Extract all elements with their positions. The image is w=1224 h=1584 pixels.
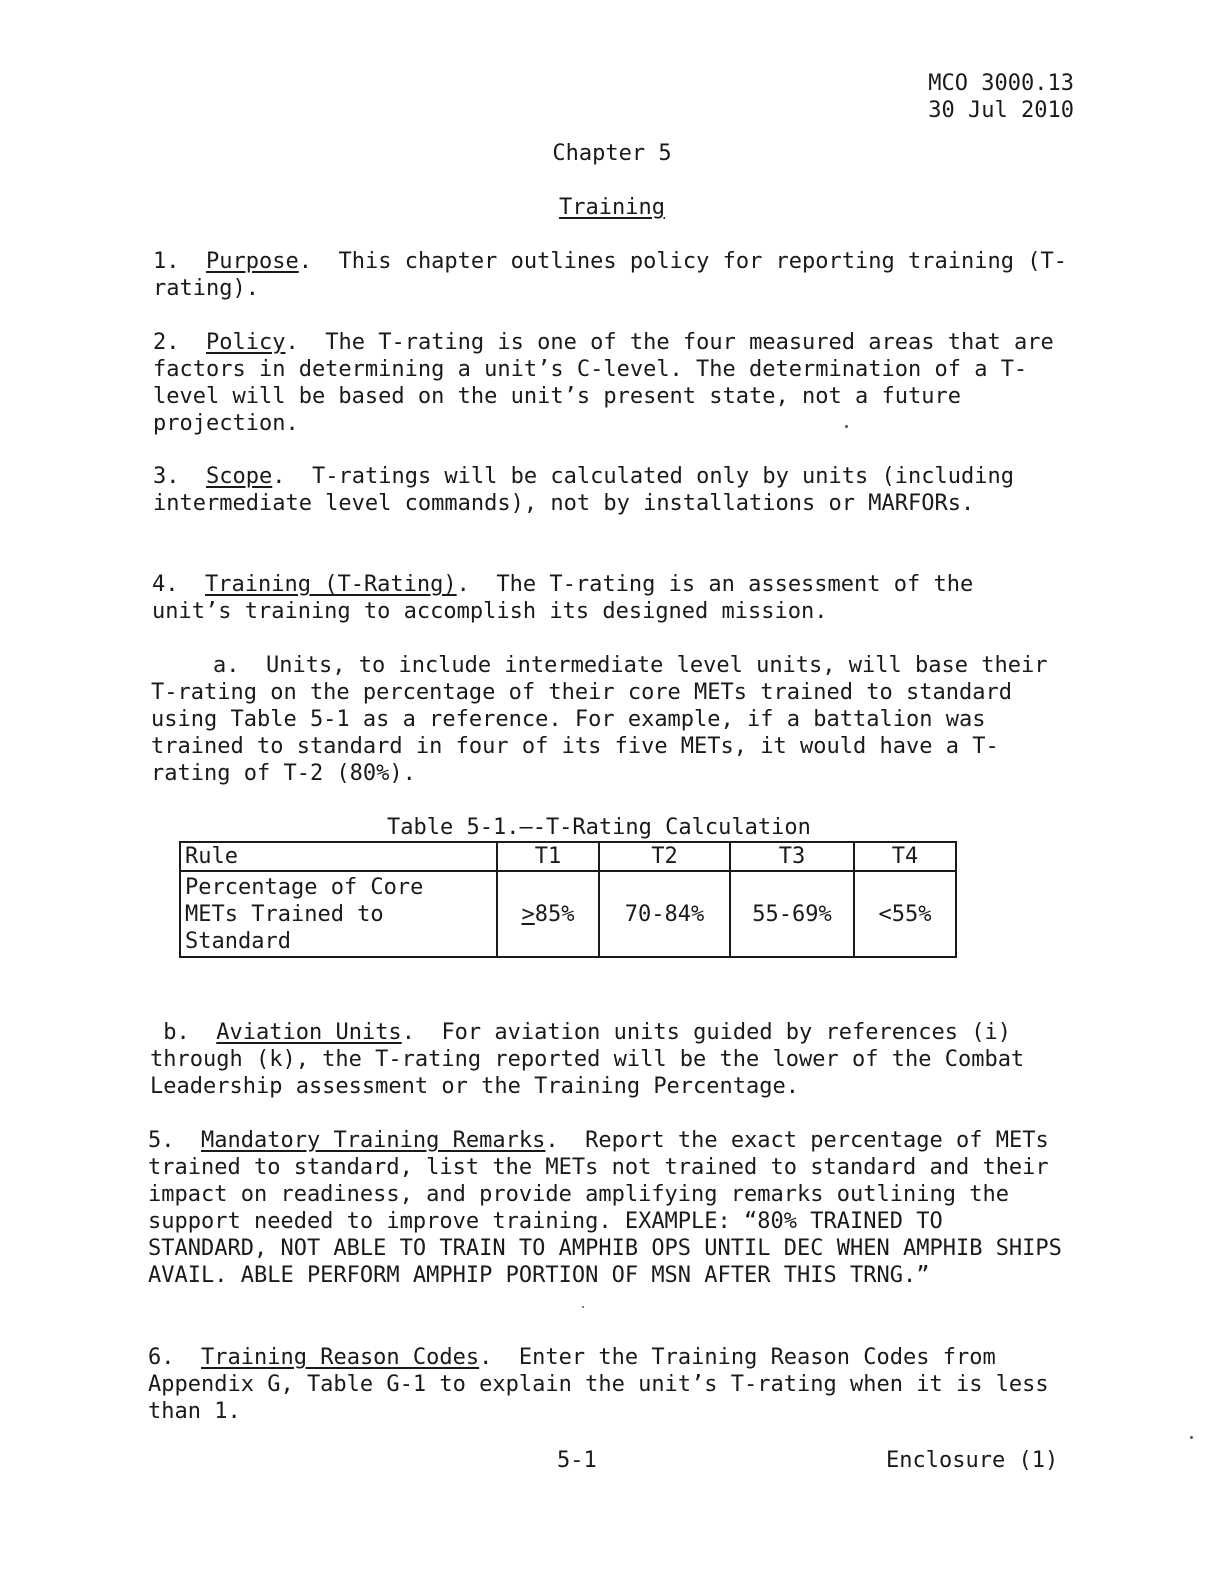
paragraph-heading: Aviation Units: [216, 1020, 402, 1045]
page-number: 5-1: [557, 1448, 597, 1473]
header-t2: T2: [599, 842, 730, 871]
document-header: [928, 70, 1074, 124]
header-t3: T3: [730, 842, 854, 871]
cell-t2: 70-84%: [599, 871, 730, 957]
document-date: 30 Jul 2010: [928, 98, 1074, 123]
t-rating-table: [179, 841, 957, 958]
paragraph-heading: Scope: [206, 464, 273, 489]
subparagraph-b: b. Aviation Units. For aviation units guided by references (i) through (k), the T-rating reported will be the lower of the Combat Leadership assessment or the Training Percentage.: [150, 1020, 1025, 1099]
paragraph-policy: 2. Policy. The T-rating is one of the four measured areas that are factors in determining a unit’s C-level. The determination of a T-level will be based on the unit’s present state, not a future projection.: [153, 330, 1054, 436]
scan-speck: [582, 1306, 584, 1308]
row-label: Percentage of Core METs Trained to Standard: [180, 871, 497, 957]
paragraph-heading: Training Reason Codes: [201, 1345, 480, 1370]
paragraph-reason-codes: 6. Training Reason Codes. Enter the Training Reason Codes from Appendix G, Table G-1 to explain the unit’s T-rating when it is less than 1.: [148, 1345, 1049, 1424]
paragraph-heading: Mandatory Training Remarks: [201, 1128, 546, 1153]
paragraph-mandatory-remarks: 5. Mandatory Training Remarks. Report the exact percentage of METs trained to standard, list the METs not trained to standard and their impact on readiness, and provide amplifying remarks outlining the support needed to improve training. EXAMPLE: “80% TRAINED TO STANDARD, NOT ABLE TO TRAIN TO AMPHIB OPS UNTIL DEC WHEN AMPHIB SHIPS AVAIL. ABLE PERFORM AMPHIP PORTION OF MSN AFTER THIS TRNG.”: [148, 1128, 1062, 1288]
enclosure-label: Enclosure (1): [886, 1448, 1059, 1473]
table-header-row: [180, 842, 956, 871]
chapter-heading: Chapter 5: [552, 141, 672, 166]
table-row: [180, 871, 956, 957]
paragraph-scope: 3. Scope. T-ratings will be calculated only by units (including intermediate level commands), not by installations or MARFORs.: [153, 464, 1014, 516]
header-t4: T4: [854, 842, 956, 871]
page-title: Training: [559, 195, 665, 220]
cell-t3: 55-69%: [730, 871, 854, 957]
cell-t4: <55%: [854, 871, 956, 957]
scan-speck: [1190, 1436, 1193, 1439]
paragraph-purpose: 1. Purpose. This chapter outlines policy for reporting training (T-rating).: [153, 249, 1067, 301]
header-t1: T1: [497, 842, 599, 871]
subparagraph-a: a. Units, to include intermediate level units, will base their T-rating on the percentage of their core METs trained to standard using Table 5-1 as a reference. For example, if a battalion was trained to standard in four of its five METs, it would have a T-rating of T-2 (80%).: [151, 653, 1048, 786]
paragraph-heading: Policy: [206, 330, 286, 355]
scan-speck: [845, 425, 848, 428]
paragraph-training-rating: 4. Training (T-Rating). The T-rating is an assessment of the unit’s training to accomplish its designed mission.: [152, 572, 974, 624]
paragraph-heading: Purpose: [206, 249, 299, 274]
table-caption: Table 5-1.—-T-Rating Calculation: [387, 815, 811, 840]
paragraph-heading: Training (T-Rating): [205, 572, 457, 597]
header-rule: Rule: [180, 842, 497, 871]
document-number: MCO 3000.13: [928, 71, 1074, 96]
cell-t1: >85%: [497, 871, 599, 957]
